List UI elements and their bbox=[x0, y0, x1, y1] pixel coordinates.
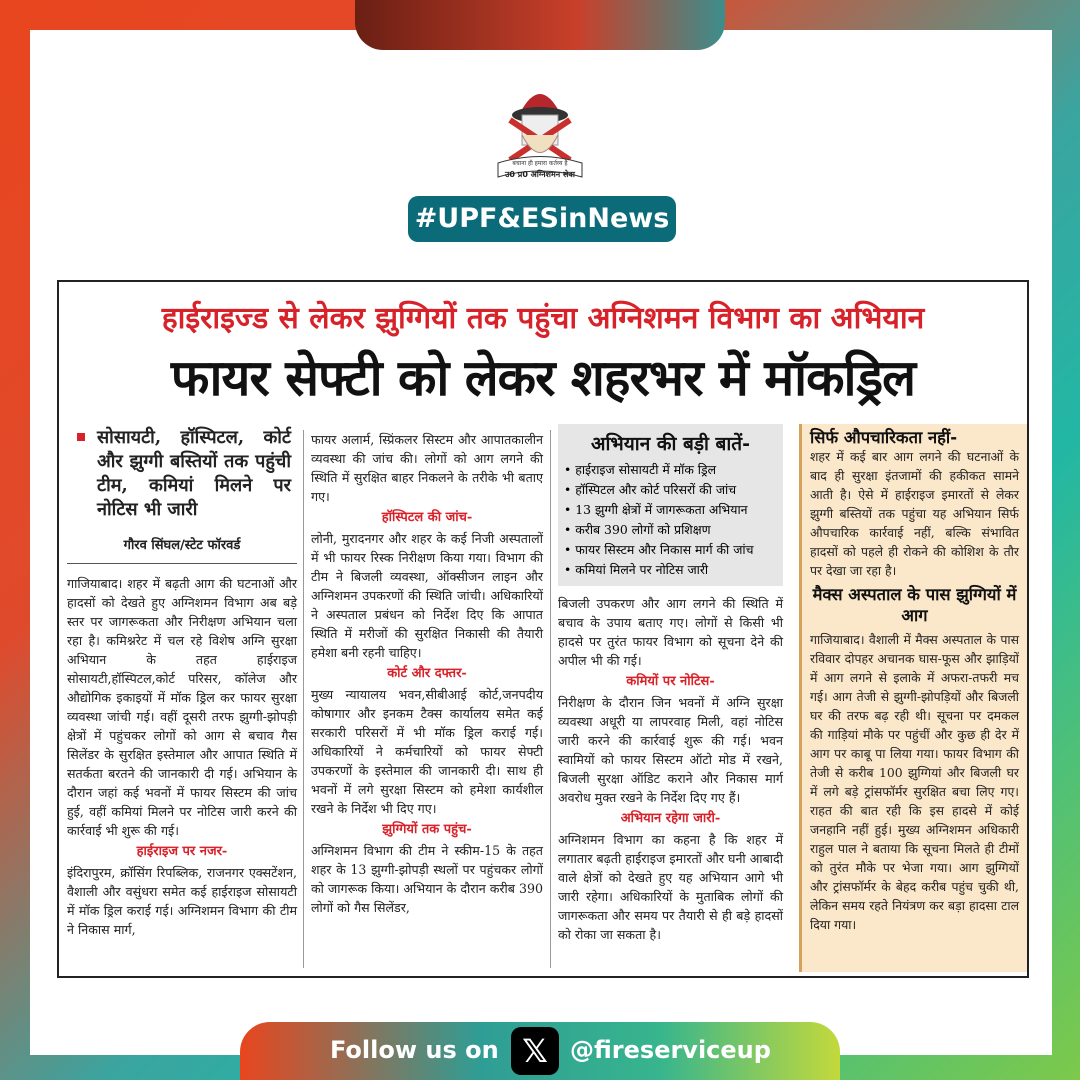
article-lead: सोसायटी, हॉस्पिटल, कोर्ट और झुग्गी बस्तियों तक पहुंची टीम, कमियां मिलने पर नोटिस भी जारी bbox=[67, 426, 297, 522]
follow-label: Follow us on bbox=[330, 1036, 499, 1064]
emblem-org: उ0 प्र0 अग्निशमन सेवा bbox=[505, 170, 575, 179]
column-2 bbox=[311, 430, 543, 917]
x-logo-icon[interactable]: 𝕏 bbox=[511, 1027, 559, 1075]
highlight-item: • कमियां मिलने पर नोटिस जारी bbox=[574, 560, 783, 580]
highlight-item: • 13 झुग्गी क्षेत्रों में जागरूकता अभियान bbox=[574, 500, 783, 520]
col2-subhead-1: हॉस्पिटल की जांच- bbox=[381, 510, 473, 525]
emblem-motto: बचाना ही हमारा कर्तव्य है bbox=[512, 160, 568, 167]
highlights-box bbox=[558, 424, 783, 586]
sidebar-para1: शहर में कई बार आग लगने की घटनाओं के बाद ही सुरक्षा इंतजामों की हकीकत सामने आती है। ऐसे में हाईराइज इमारतों से लेकर झुग्गी बस्तियों तक पहुंचा यह अभियान सिर्फ औपचारिक कार्रवाई नहीं, बल्कि संभावित हादसों को पहले ही रोकने की कोशिश के तौर पर देखा जा रहा है। bbox=[810, 449, 1019, 578]
col2-para2: लोनी, मुरादनगर और शहर के कई निजी अस्पतालों में भी फायर रिस्क निरीक्षण किया गया। विभाग की टीम ने बिजली व्यवस्था, ऑक्सीजन लाइन और अग्निशमन उपकरणों की स्थिति जांची। अधिकारियों ने अस्पताल प्रबंधन को निर्देश दिए कि आपात स्थिति में मरीजों की सुरक्षित निकासी की तैयारी हमेशा बनी रहनी चाहिए। bbox=[311, 531, 543, 660]
hashtag-badge: #UPF&ESinNews bbox=[408, 196, 676, 242]
col3-para1: बिजली उपकरण और आग लगने की स्थिति में बचाव के उपाय बताए गए। लोगों से किसी भी हादसे पर तुरंत फायर विभाग को सूचना देने की अपील भी की गई। bbox=[558, 596, 783, 668]
highlight-item: • हॉस्पिटल और कोर्ट परिसरों की जांच bbox=[574, 480, 783, 500]
col2-para4: अग्निशमन विभाग की टीम ने स्कीम-15 के तहत शहर के 13 झुग्गी-झोपड़ी स्थलों पर पहुंचकर लोगों को जागरूक किया। अभियान के दौरान करीब 390 लोगों को गैस सिलेंडर, bbox=[311, 843, 544, 915]
article-kicker: हाईराइज्ड से लेकर झुग्गियों तक पहुंचा अग्निशमन विभाग का अभियान bbox=[161, 301, 925, 336]
highlight-item: • फायर सिस्टम और निकास मार्ग की जांच bbox=[574, 540, 783, 560]
col3-subhead-1: कमियों पर नोटिस- bbox=[626, 674, 715, 689]
sidebar-heading: सिर्फ औपचारिकता नहीं- bbox=[810, 428, 958, 447]
top-decoration bbox=[355, 0, 725, 50]
highlights-list bbox=[558, 460, 783, 580]
newspaper-clipping bbox=[57, 280, 1029, 978]
col2-subhead-3: झुग्गियों तक पहुंच- bbox=[382, 822, 472, 837]
col2-para1: फायर अलार्म, स्प्रिंकलर सिस्टम और आपातकालीन व्यवस्था की जांच की। लोगों को आग लगने की स्थिति में सुरक्षित बाहर निकलने के तरीके भी बताए गए। bbox=[311, 432, 543, 504]
fire-service-emblem-icon bbox=[490, 65, 590, 190]
sidebar-text bbox=[802, 424, 1027, 938]
byline: गौरव सिंघल/स्टेट फॉरवर्ड bbox=[67, 536, 297, 564]
sidebar-panel bbox=[799, 424, 1027, 972]
col2-subhead-2: कोर्ट और दफ्तर- bbox=[387, 666, 467, 681]
col3-para3: अग्निशमन विभाग का कहना है कि शहर में लगातार बढ़ती हाईराइज इमारतों और घनी आबादी वाले क्षेत्रों को देखते हुए यह अभियान आगे भी जारी रहेगा। अधिकारियों के मुताबिक लोगों की जागरूकता और समय पर तैयारी से ही बड़े हादसों को रोका जा सकता है। bbox=[558, 832, 783, 942]
highlight-item: • करीब 390 लोगों को प्रशिक्षण bbox=[574, 520, 783, 540]
article-headline: फायर सेफ्टी को लेकर शहरभर में मॉकड्रिल bbox=[170, 349, 916, 407]
sidebar-subheading: मैक्स अस्पताल के पास झुग्गियों में आग bbox=[812, 585, 1017, 625]
column-rule bbox=[303, 430, 304, 968]
highlights-title: अभियान की बड़ी बातें- bbox=[590, 433, 751, 455]
col3-para2: निरीक्षण के दौरान जिन भवनों में अग्नि सुरक्षा व्यवस्था अधूरी या लापरवाह मिली, वहां नोटिस जारी करने की कार्रवाई शुरू की गई। भवन स्वामियों को फायर सिस्टम ऑटो मोड में रखने, बिजली सुरक्षा ऑडिट कराने और निकास मार्ग अवरोध मुक्त रखने के निर्देश दिए गए हैं। bbox=[558, 695, 783, 805]
sidebar-para2: गाजियाबाद। वैशाली में मैक्स अस्पताल के पास रविवार दोपहर अचानक घास-फूस और झाड़ियों में आग लगने से इलाके में अफरा-तफरी मच गई। आग तेजी से झुग्गी-झोपड़ियों और बिजली घर की तरफ बढ़ रही थी। सूचना पर दमकल की गाड़ियां मौके पर पहुंचीं और कुछ ही देर में आग पर काबू पा लिया गया। फायर विभाग की तेजी से करीब 100 झुग्गियां और बिजली घर में लगे बड़े ट्रांसफॉर्मर सुरक्षित बचा लिए गए। राहत की बात रही कि इस हादसे में कोई जनहानि नहीं हुई। मुख्य अग्निशमन अधिकारी राहुल पाल ने बताया कि सूचना मिलते ही टीमों को तुरंत मौके पर भेजा गया। आग झुग्गियों और ट्रांसफॉर्मर के बेहद करीब पहुंच चुकी थी, लेकिन समय रहते नियंत्रण कर बड़ा हादसा टाल दिया गया। bbox=[810, 632, 1019, 932]
column-3 bbox=[558, 594, 783, 944]
col1-subhead: हाईराइज पर नजर- bbox=[136, 844, 228, 859]
col1-para2: इंदिरापुरम, क्रॉसिंग रिपब्लिक, राजनगर एक्सटेंशन, वैशाली और वसुंधरा समेत कई हाईराइज सोसायटी में मॉक ड्रिल कराई गई। अग्निशमन विभाग की टीम ने निकास मार्ग, bbox=[67, 865, 297, 937]
col2-para3: मुख्य न्यायालय भवन,सीबीआई कोर्ट,जनपदीय कोषागार और इनकम टैक्स कार्यालय समेत कई सरकारी परिसरों में भी मॉक ड्रिल कराई गई। अधिकारियों ने कर्मचारियों को फायर सेफ्टी उपकरणों के इस्तेमाल की जानकारी दी। साथ ही भवनों में लगे सुरक्षा सिस्टम को हमेशा कार्यशील रखने के निर्देश भी दिए गए। bbox=[311, 687, 543, 816]
col3-subhead-2: अभियान रहेगा जारी- bbox=[620, 811, 721, 826]
column-1 bbox=[67, 427, 297, 939]
col1-para1: गाजियाबाद। शहर में बढ़ती आग की घटनाओं और हादसों को देखते हुए अग्निशमन विभाग अब बड़े स्तर पर जागरूकता और निरीक्षण अभियान चला रहा है। कमिश्नरेट में चल रहे विशेष अग्नि सुरक्षा अभियान के तहत हाईराइज सोसायटी,हॉस्पिटल,कोर्ट परिसर, कॉलेज और औद्योगिक इकाइयों में मॉक ड्रिल कर फायर सुरक्षा व्यवस्था जांची गई। वहीं दूसरी तरफ झुग्गी-झोपड़ी क्षेत्रों में पहुंचकर लोगों को आग से बचाव गैस सिलेंडर के सुरक्षित इस्तेमाल और आपात स्थिति में सतर्कता बरतने की जानकारी दी गई। अभियान के दौरान जहां कई भवनों में फायर सिस्टम की जांच हुई, वहीं कमियां मिलने पर नोटिस जारी करने की कार्रवाई भी शुरू की गई। bbox=[67, 576, 297, 838]
column-rule bbox=[550, 430, 551, 968]
social-handle-link[interactable]: @fireserviceup bbox=[570, 1036, 771, 1064]
highlight-item: • हाईराइज सोसायटी में मॉक ड्रिल bbox=[574, 460, 783, 480]
